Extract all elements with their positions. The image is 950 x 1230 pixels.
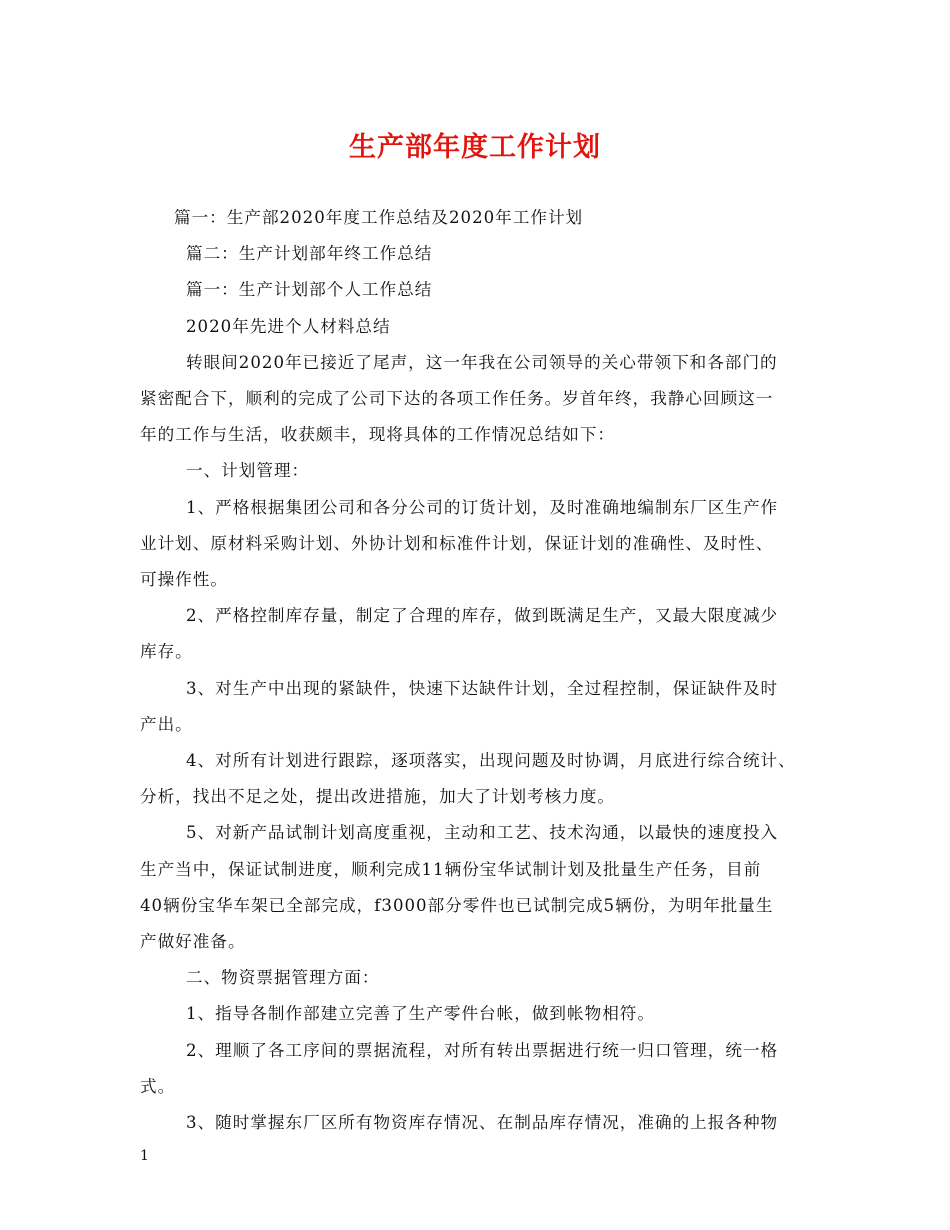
text-line: 2、严格控制库存量，制定了合理的库存，做到既满足生产，又最大限度减少	[186, 606, 779, 626]
text-line: 3、对生产中出现的紧缺件，快速下达缺件计划，全过程控制，保证缺件及时	[186, 678, 779, 698]
text-line: 篇一：生产计划部个人工作总结	[186, 280, 433, 300]
text-line: 紧密配合下，顺利的完成了公司下达的各项工作任务。岁首年终，我静心回顾这一	[140, 389, 774, 409]
text-line: 业计划、原材料采购计划、外协计划和标准件计划，保证计划的准确性、及时性、	[140, 533, 774, 553]
text-line: 分析，找出不足之处，提出改进措施，加大了计划考核力度。	[140, 787, 616, 807]
text-line: 40辆份宝华车架已全部完成，f3000部分零件也已试制完成5辆份，为明年批量生	[140, 895, 774, 915]
text-line: 年的工作与生活，收获颇丰，现将具体的工作情况总结如下：	[140, 425, 616, 445]
text-line: 篇二：生产计划部年终工作总结	[186, 244, 433, 264]
text-line: 库存。	[140, 642, 193, 662]
text-line: 1、指导各制作部建立完善了生产零件台帐，做到帐物相符。	[186, 1004, 655, 1024]
text-line: 2020年先进个人材料总结	[186, 316, 391, 336]
text-line: 3、随时掌握东厂区所有物资库存情况、在制品库存情况，准确的上报各种物	[186, 1113, 779, 1133]
text-line: 1、严格根据集团公司和各分公司的订货计划，及时准确地编制东厂区生产作	[186, 497, 779, 517]
text-line: 4、对所有计划进行跟踪，逐项落实，出现问题及时协调，月底进行综合统计、	[186, 751, 796, 771]
text-line: 5、对新产品试制计划高度重视，主动和工艺、技术沟通，以最快的速度投入	[186, 823, 779, 843]
text-line: 式。	[140, 1076, 176, 1096]
document-body	[140, 200, 830, 1141]
text-line: 转眼间2020年已接近了尾声，这一年我在公司领导的关心带领下和各部门的	[186, 352, 778, 372]
text-line: 可操作性。	[140, 570, 228, 590]
document-title: 生产部年度工作计划	[349, 132, 601, 163]
text-line: 一、计划管理：	[186, 461, 310, 481]
page-number: 1	[140, 1148, 149, 1164]
text-line: 篇一：生产部2020年度工作总结及2020年工作计划	[174, 208, 584, 227]
text-line: 生产当中，保证试制进度，顺利完成11辆份宝华试制计划及批量生产任务，目前	[140, 859, 762, 879]
text-line: 二、物资票据管理方面：	[186, 968, 380, 988]
text-line: 2、理顺了各工序间的票据流程，对所有转出票据进行统一归口管理，统一格	[186, 1040, 779, 1060]
text-line: 产做好准备。	[140, 932, 246, 952]
text-line: 产出。	[140, 714, 193, 734]
